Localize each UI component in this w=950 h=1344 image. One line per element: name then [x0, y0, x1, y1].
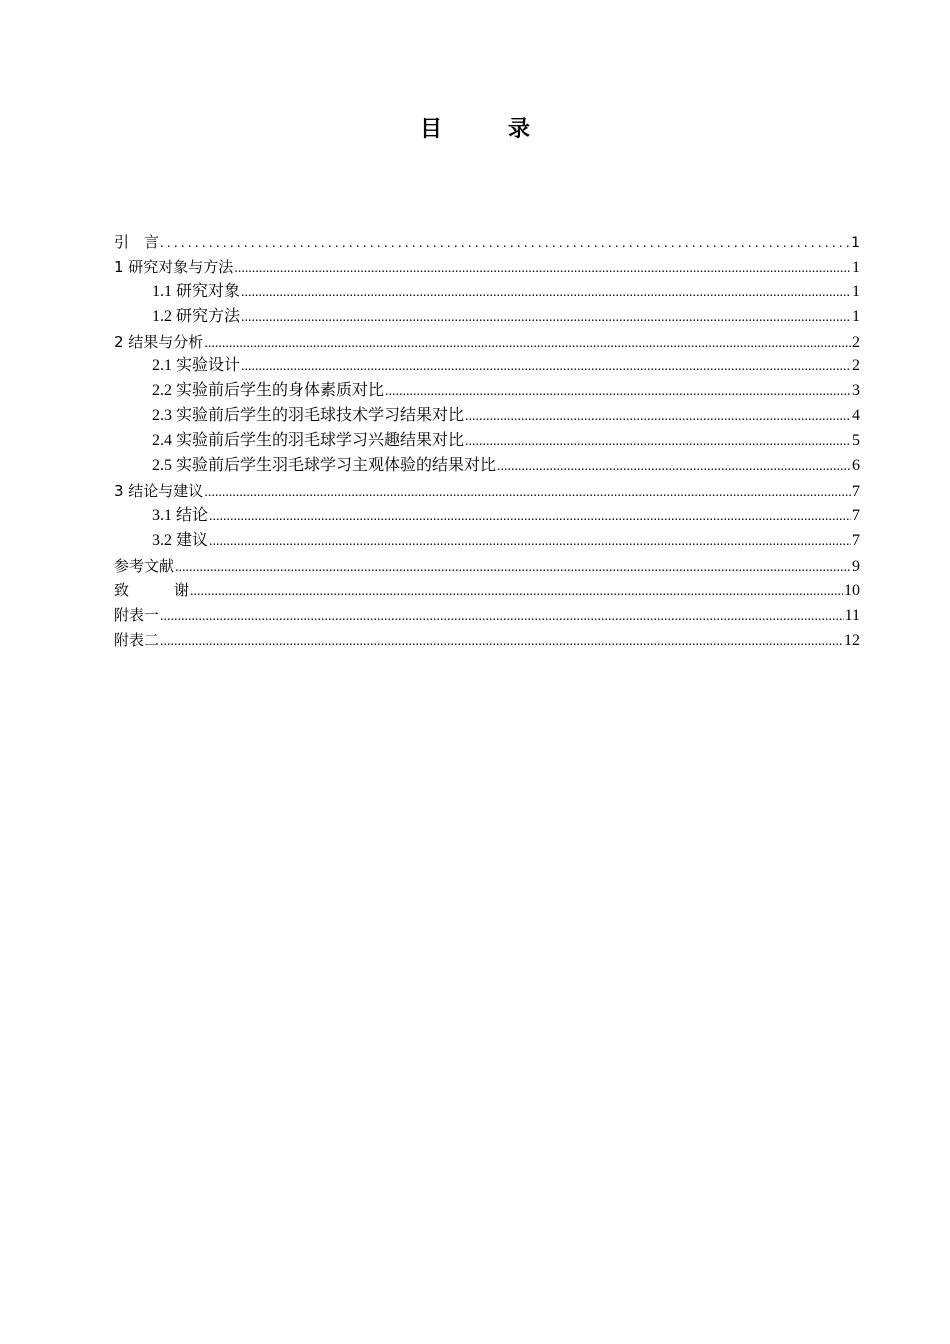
toc-entry-page: 1 — [852, 282, 860, 300]
toc-entry-page: 9 — [852, 557, 860, 575]
toc-entry-label: 1 研究对象与方法 — [114, 257, 234, 276]
toc-entry-section-3-1[interactable] — [114, 504, 860, 529]
page-title-part-2: 录 — [508, 117, 531, 142]
toc-dot-leader — [241, 355, 851, 380]
table-of-contents — [114, 230, 860, 653]
toc-dot-leader — [190, 580, 843, 605]
toc-entry-page: 1 — [852, 307, 860, 325]
toc-entry-page: 7 — [852, 531, 860, 549]
toc-entry-page: 6 — [852, 457, 860, 475]
toc-entry-section-3-2[interactable] — [114, 529, 860, 554]
toc-entry-section-2-5[interactable] — [114, 454, 860, 479]
toc-entry-page: 3 — [852, 382, 860, 400]
toc-entry-page: 7 — [852, 482, 860, 500]
toc-entry-label: 致 谢 — [114, 581, 190, 600]
toc-dot-leader — [241, 306, 851, 331]
toc-entry-page: 10 — [844, 582, 860, 600]
toc-entry-appendix-2[interactable] — [114, 628, 860, 653]
toc-entry-label: 3.2 建议 — [152, 531, 209, 549]
toc-entry-label: 2.2 实验前后学生的身体素质对比 — [152, 382, 385, 400]
toc-entry-label: 引 言 — [114, 233, 160, 251]
toc-entry-label: 2.3 实验前后学生的羽毛球技术学习结果对比 — [152, 407, 465, 425]
toc-dot-leader — [234, 257, 851, 282]
toc-dot-leader — [204, 481, 851, 506]
toc-entry-section-1-2[interactable] — [114, 305, 860, 330]
toc-entry-section-2-4[interactable] — [114, 429, 860, 454]
toc-entry-label: 附表一 — [114, 606, 160, 625]
toc-entry-section-2-2[interactable] — [114, 379, 860, 404]
toc-entry-page: 2 — [852, 357, 860, 375]
toc-entry-references[interactable] — [114, 554, 860, 579]
toc-entry-page: 7 — [852, 506, 860, 524]
toc-dot-leader — [465, 430, 851, 455]
toc-entry-label: 3.1 结论 — [152, 506, 209, 524]
toc-dot-leader — [385, 380, 851, 405]
toc-entry-section-2-3[interactable] — [114, 404, 860, 429]
toc-entry-section-1-1[interactable] — [114, 280, 860, 305]
toc-entry-section-3[interactable] — [114, 479, 860, 504]
toc-dot-leader — [204, 332, 851, 357]
toc-dot-leader — [497, 455, 851, 480]
toc-dot-leader — [175, 556, 851, 581]
toc-dot-leader — [465, 405, 851, 430]
toc-entry-label: 2 结果与分析 — [114, 332, 204, 351]
toc-dot-leader — [160, 232, 850, 257]
toc-entry-label: 2.4 实验前后学生的羽毛球学习兴趣结果对比 — [152, 432, 465, 450]
toc-entry-section-1[interactable] — [114, 255, 860, 280]
toc-entry-section-2-1[interactable] — [114, 354, 860, 379]
toc-entry-label: 2.1 实验设计 — [152, 357, 241, 375]
toc-entry-page: 2 — [852, 333, 860, 351]
toc-entry-appendix-1[interactable] — [114, 603, 860, 628]
toc-entry-label: 附表二 — [114, 631, 160, 650]
toc-dot-leader — [209, 530, 851, 555]
toc-dot-leader — [209, 505, 851, 530]
toc-entry-label: 3 结论与建议 — [114, 481, 204, 500]
toc-dot-leader — [160, 630, 843, 655]
toc-entry-page: 11 — [844, 607, 860, 625]
toc-entry-label: 1.1 研究对象 — [152, 282, 241, 300]
toc-entry-introduction[interactable] — [114, 230, 860, 255]
toc-entry-label: 2.5 实验前后学生羽毛球学习主观体验的结果对比 — [152, 457, 497, 475]
toc-entry-page: 5 — [852, 432, 860, 450]
toc-entry-label: 1.2 研究方法 — [152, 307, 241, 325]
toc-entry-page: 1 — [851, 235, 860, 251]
page-title-part-1: 目 — [419, 117, 442, 142]
toc-dot-leader — [241, 281, 851, 306]
toc-entry-label: 参考文献 — [114, 556, 175, 575]
toc-entry-section-2[interactable] — [114, 330, 860, 355]
toc-entry-page: 12 — [844, 632, 860, 650]
toc-entry-acknowledgements[interactable] — [114, 578, 860, 603]
toc-entry-page: 1 — [852, 258, 860, 276]
page-title — [0, 115, 950, 145]
toc-dot-leader — [160, 605, 844, 630]
toc-entry-page: 4 — [852, 407, 860, 425]
